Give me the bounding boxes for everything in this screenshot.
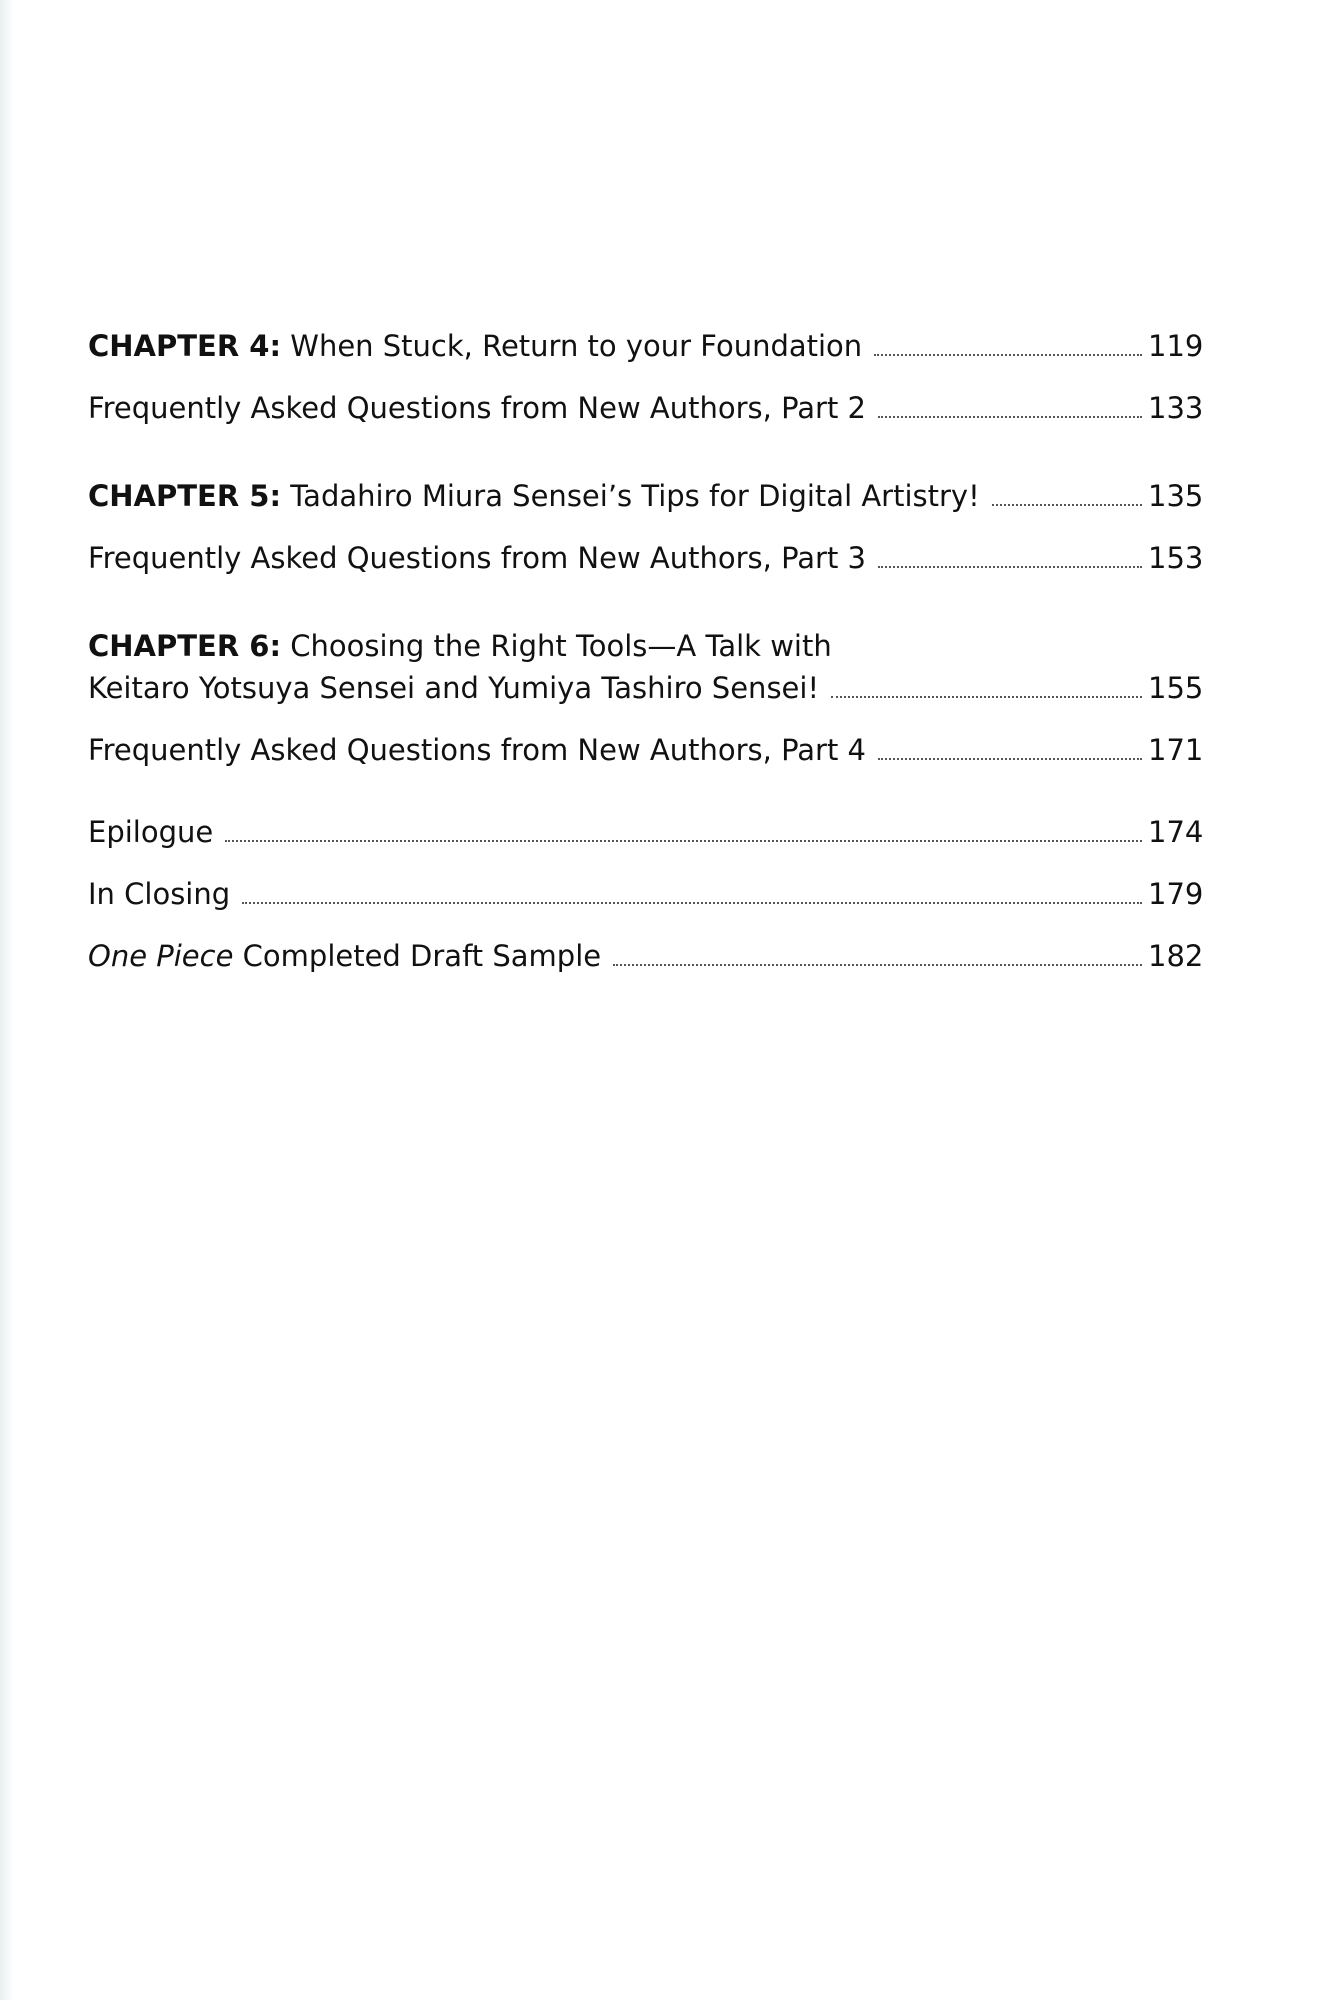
chapter-prefix: CHAPTER 6: [88,629,282,663]
page-number: 119 [1148,329,1204,363]
toc-entry-chapter-5[interactable] [88,475,1204,517]
toc-entry-label [88,475,980,517]
toc-entry-label-line-1 [88,625,1198,667]
toc-entry-label [88,325,862,367]
toc-entry-faq-part-4[interactable] [88,729,1204,771]
dot-leader [225,840,1142,842]
dot-leader [878,566,1142,568]
toc-entry-faq-part-2[interactable] [88,387,1204,429]
dot-leader [613,964,1142,966]
page-number: 153 [1148,541,1204,575]
chapter-prefix: CHAPTER 4: [88,329,282,363]
entry-title-line-2: Keitaro Yotsuya Sensei and Yumiya Tashiro Sensei! [88,671,820,705]
toc-entry-faq-part-3[interactable] [88,537,1204,579]
page-number: 171 [1148,733,1204,767]
entry-title-italic: One Piece [88,939,234,973]
dot-leader [242,902,1142,904]
dot-leader [878,416,1142,418]
entry-title: Frequently Asked Questions from New Authors, Part 2 [88,391,867,425]
dot-leader [831,696,1142,698]
entry-title: Frequently Asked Questions from New Authors, Part 4 [88,733,867,767]
toc-entry-chapter-4[interactable] [88,325,1204,367]
entry-title: Epilogue [88,815,214,849]
chapter-prefix: CHAPTER 5: [88,479,282,513]
entry-title-line-1: Choosing the Right Tools—A Talk with [281,629,832,663]
dot-leader [874,354,1142,356]
entry-title: Completed Draft Sample [233,939,602,973]
toc-entry-label [88,935,601,977]
page-number: 135 [1148,479,1204,513]
toc-entry-label-line-2 [88,667,1204,709]
entry-title: In Closing [88,877,231,911]
page-number: 133 [1148,391,1204,425]
page-number: 155 [1148,671,1204,705]
page-edge-shade [0,0,14,2000]
entry-title: When Stuck, Return to your Foundation [281,329,863,363]
toc-entry-draft-sample[interactable] [88,935,1204,977]
page-number: 179 [1148,877,1204,911]
toc-entry-in-closing[interactable] [88,873,1204,915]
dot-leader [992,504,1142,506]
entry-title: Frequently Asked Questions from New Authors, Part 3 [88,541,867,575]
dot-leader [878,758,1142,760]
entry-title: Tadahiro Miura Sensei’s Tips for Digital Artistry! [281,479,980,513]
page-number: 174 [1148,815,1204,849]
page-number: 182 [1148,939,1204,973]
toc-entry-chapter-6[interactable] [88,625,1204,709]
toc-entry-epilogue[interactable] [88,811,1204,853]
